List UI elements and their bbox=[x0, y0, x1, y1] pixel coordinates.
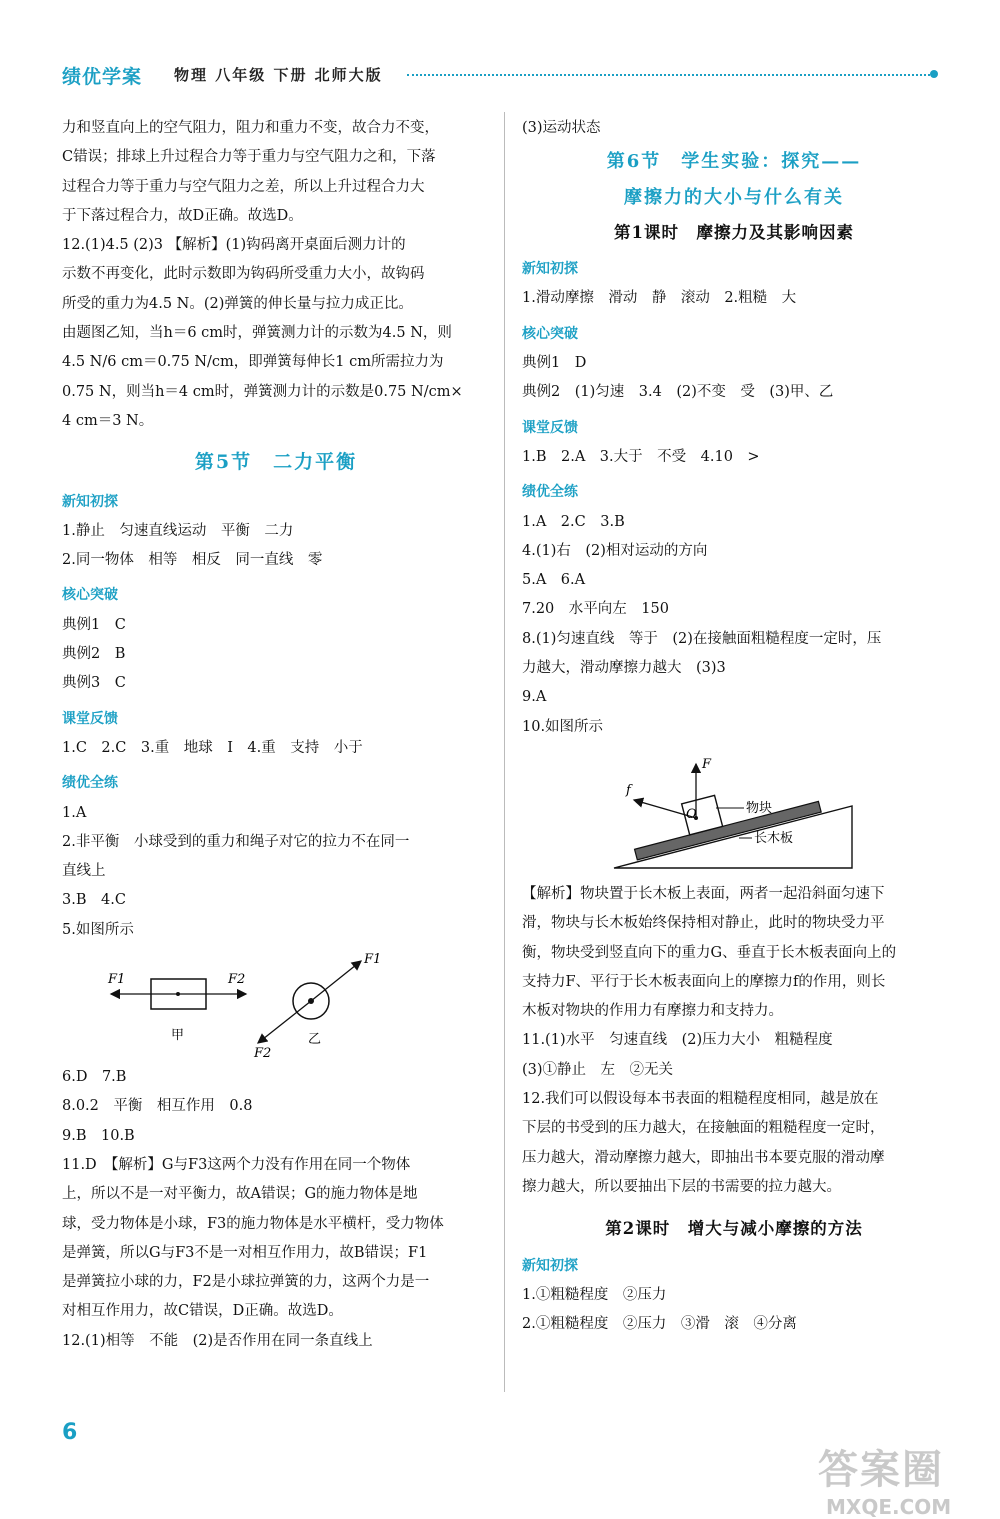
header-subtitle: 物理 八年级 下册 北师大版 bbox=[174, 66, 383, 84]
heading-new-knowledge: 新知初探 bbox=[62, 493, 118, 510]
heading-class-feedback: 课堂反馈 bbox=[62, 710, 118, 727]
text-line: 擦力越大，所以要抽出下层的书需要的拉力越大。 bbox=[522, 1178, 841, 1195]
heading-class-feedback: 课堂反馈 bbox=[522, 419, 578, 436]
text-line: 5.A 6.A bbox=[522, 572, 586, 589]
text-line: 11.(1)水平 匀速直线 (2)压力大小 粗糙程度 bbox=[522, 1032, 833, 1049]
heading-core: 核心突破 bbox=[522, 325, 578, 342]
text-line: 4.5 N/6 cm＝0.75 N/cm，即弹簧每伸长1 cm所需拉力为 bbox=[62, 354, 444, 371]
text-line: 力越大，滑动摩擦力越大 (3)3 bbox=[522, 660, 726, 677]
text-line: 由题图乙知，当h＝6 cm时，弹簧测力计的示数为4.5 N，则 bbox=[62, 325, 452, 342]
text-line: 【解析】物块置于长木板上表面，两者一起沿斜面匀速下 bbox=[522, 885, 885, 902]
text-line: 2.同一物体 相等 相反 同一直线 零 bbox=[62, 552, 323, 569]
left-column bbox=[62, 114, 490, 1356]
label-F2-yi: F2 bbox=[254, 1046, 272, 1060]
text-line: 1.静止 匀速直线运动 平衡 二力 bbox=[62, 522, 294, 539]
column-divider bbox=[504, 112, 505, 1392]
text-line: 压力越大，滑动摩擦力越大，即抽出书本要克服的滑动摩 bbox=[522, 1149, 885, 1166]
label-O: O bbox=[686, 806, 697, 822]
text-line: 是弹簧拉小球的力，F2是小球拉弹簧的力，这两个力是一 bbox=[62, 1274, 430, 1291]
text-line: 9.B 10.B bbox=[62, 1127, 135, 1144]
text-line: 所受的重力为4.5 N。(2)弹簧的伸长量与拉力成正比。 bbox=[62, 295, 413, 312]
text-line: 支持力F、平行于长木板表面向上的摩擦力f的作用，则长 bbox=[522, 973, 886, 990]
incline-diagram-10 bbox=[604, 746, 864, 876]
lesson-2-title: 第2课时 增大与减小摩擦的方法 bbox=[605, 1219, 863, 1239]
text-line: 衡，物块受到竖直向下的重力G、垂直于长木板表面向上的 bbox=[522, 944, 897, 961]
text-line: 下层的书受到的压力越大，在接触面的粗糙程度一定时， bbox=[522, 1120, 885, 1137]
text-line: 典例3 C bbox=[62, 675, 126, 692]
text-line: 8.(1)匀速直线 等于 (2)在接触面粗糙程度一定时，压 bbox=[522, 630, 882, 647]
label-F2-jia: F2 bbox=[228, 972, 246, 988]
text-line: (3)运动状态 bbox=[522, 120, 601, 136]
label-F: F bbox=[702, 756, 712, 772]
text-line: 4 cm＝3 N。 bbox=[62, 412, 154, 429]
brand-logo: 绩优学案 bbox=[62, 66, 143, 88]
header-dot bbox=[930, 70, 938, 78]
label-f: f bbox=[626, 782, 631, 798]
label-F1-jia: F1 bbox=[108, 972, 126, 988]
right-column bbox=[522, 114, 946, 1339]
text-line: 是弹簧，所以G与F3不是一对相互作用力，故B错误；F1 bbox=[62, 1244, 428, 1261]
page-header bbox=[62, 60, 942, 90]
heading-core: 核心突破 bbox=[62, 587, 118, 604]
text-line: 11.D 【解析】G与F3这两个力没有作用在同一个物体 bbox=[62, 1156, 411, 1173]
text-line: 6.D 7.B bbox=[62, 1069, 127, 1086]
text-line: 2.①粗糙程度 ②压力 ③滑 滚 ④分离 bbox=[522, 1316, 797, 1333]
text-line: 2.非平衡 小球受到的重力和绳子对它的拉力不在同一 bbox=[62, 833, 410, 850]
text-line: 典例2 B bbox=[62, 646, 126, 663]
text-line: 过程合力等于重力与空气阻力之差，所以上升过程合力大 bbox=[62, 178, 425, 195]
page-number: 6 bbox=[62, 1420, 78, 1445]
text-line: (3)①静止 左 ②无关 bbox=[522, 1061, 674, 1078]
section-title-6-line2: 摩擦力的大小与什么有关 bbox=[624, 186, 844, 208]
text-line: 1.A 2.C 3.B bbox=[522, 513, 625, 530]
text-line: 典例1 C bbox=[62, 616, 126, 633]
heading-new-knowledge: 新知初探 bbox=[522, 261, 578, 278]
watermark bbox=[818, 1438, 951, 1519]
text-line: 直线上 bbox=[62, 863, 106, 880]
text-line: 对相互作用力，故C错误，D正确。故选D。 bbox=[62, 1303, 343, 1320]
label-yi: 乙 bbox=[308, 1032, 322, 1048]
text-line: 1.B 2.A 3.大于 不受 4.10 > bbox=[522, 448, 760, 465]
answer-12 bbox=[62, 231, 490, 436]
watermark-logo: 答案圈 bbox=[818, 1447, 944, 1493]
text-line: 示数不再变化，此时示数即为钩码所受重力大小，故钩码 bbox=[62, 266, 425, 283]
text-line: 7.20 水平向左 150 bbox=[522, 601, 669, 618]
header-rule bbox=[407, 74, 930, 76]
text-line: 12.(1)相等 不能 (2)是否作用在同一条直线上 bbox=[62, 1332, 373, 1349]
text-line: 4.(1)右 (2)相对运动的方向 bbox=[522, 542, 708, 559]
section-title-5: 第5节 二力平衡 bbox=[194, 451, 358, 474]
text-line: 1.A bbox=[62, 804, 87, 821]
text-line: 于下落过程合力，故D正确。故选D。 bbox=[62, 207, 303, 224]
text-line: 力和竖直向上的空气阻力，阻力和重力不变，故合力不变， bbox=[62, 120, 439, 136]
label-block: 物块 bbox=[746, 800, 773, 816]
heading-full-practice: 绩优全练 bbox=[62, 775, 118, 792]
text-line: 1.C 2.C 3.重 地球 I 4.重 支持 小于 bbox=[62, 739, 363, 756]
text-line: 9.A bbox=[522, 689, 547, 706]
text-line: 典例2 (1)匀速 3.4 (2)不变 受 (3)甲、乙 bbox=[522, 384, 834, 401]
text-line: 球，受力物体是小球，F3的施力物体是水平横杆，受力物体 bbox=[62, 1215, 444, 1232]
text-line: C错误；排球上升过程合力等于重力与空气阻力之和，下落 bbox=[62, 149, 436, 166]
text-line: 12.(1)4.5 (2)3 【解析】(1)钩码离开桌面后测力计的 bbox=[62, 237, 406, 254]
text-line: 木板对物块的作用力有摩擦力和支持力。 bbox=[522, 1003, 783, 1020]
text-line: 1.滑动摩擦 滑动 静 滚动 2.粗糙 大 bbox=[522, 290, 797, 307]
heading-new-knowledge: 新知初探 bbox=[522, 1257, 578, 1274]
text-line: 1.①粗糙程度 ②压力 bbox=[522, 1286, 667, 1303]
text-line: 典例1 D bbox=[522, 355, 587, 372]
continued-answer bbox=[62, 114, 490, 231]
text-line: 上，所以不是一对平衡力，故A错误；G的施力物体是地 bbox=[62, 1186, 418, 1203]
force-diagram-5 bbox=[86, 949, 466, 1059]
text-line: 滑，物块与长木板始终保持相对静止，此时的物块受力平 bbox=[522, 915, 885, 932]
watermark-url: MXQE.COM bbox=[826, 1495, 952, 1519]
label-F1-yi: F1 bbox=[364, 952, 382, 968]
text-line: 8.0.2 平衡 相互作用 0.8 bbox=[62, 1098, 253, 1115]
heading-full-practice: 绩优全练 bbox=[522, 484, 578, 501]
text-line: 12.我们可以假设每本书表面的粗糙程度相同，越是放在 bbox=[522, 1091, 879, 1108]
label-jia: 甲 bbox=[171, 1028, 185, 1044]
section-title-6-line1: 第6节 学生实验：探究—— bbox=[606, 151, 862, 173]
text-line: 5.如图所示 bbox=[62, 921, 134, 938]
text-line: 3.B 4.C bbox=[62, 892, 126, 909]
label-board: 长木板 bbox=[754, 830, 794, 846]
text-line: 10.如图所示 bbox=[522, 718, 604, 735]
text-line: 0.75 N，则当h＝4 cm时，弹簧测力计的示数是0.75 N/cm× bbox=[62, 383, 463, 400]
lesson-1-title: 第1课时 摩擦力及其影响因素 bbox=[614, 222, 854, 242]
